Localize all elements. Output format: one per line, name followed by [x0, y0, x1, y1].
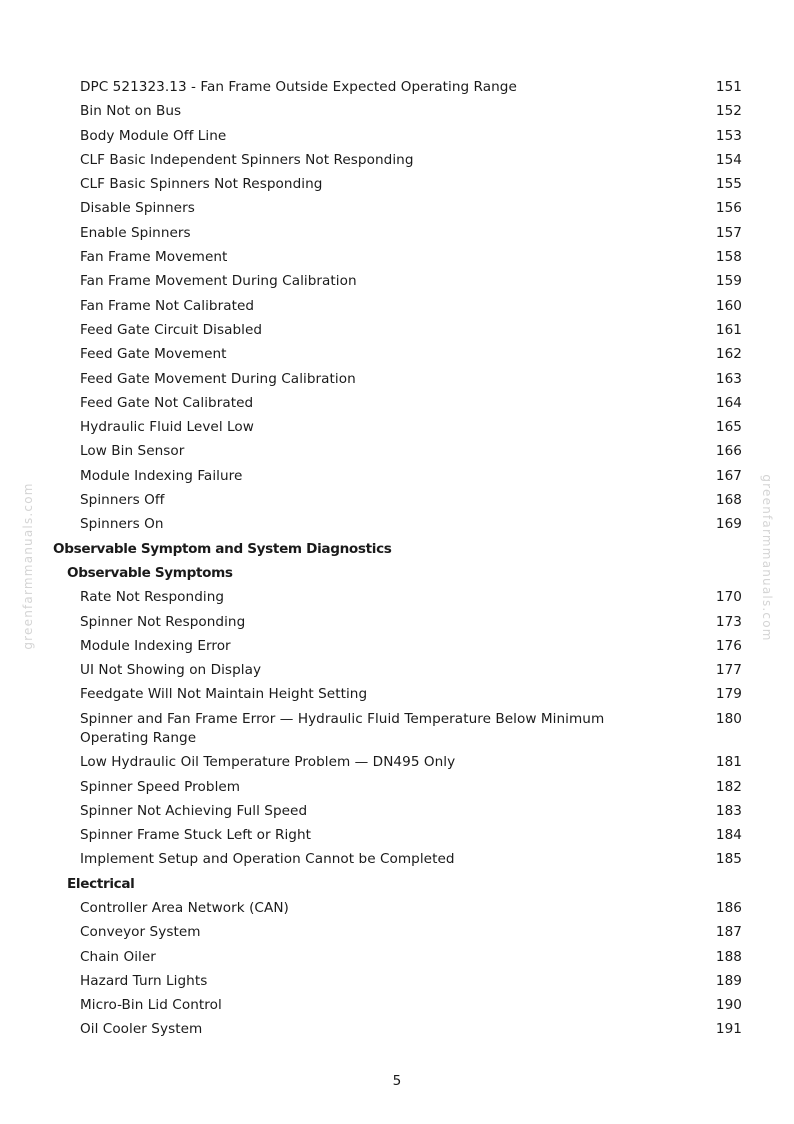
toc-entry-title: Spinner Speed Problem: [80, 778, 241, 795]
subsection-heading-label: Observable Symptoms: [67, 564, 233, 581]
toc-entry-title: Feed Gate Circuit Disabled: [80, 321, 263, 338]
toc-entry[interactable]: [0, 708, 794, 752]
toc-entry[interactable]: [0, 440, 794, 464]
toc-entry-title: Module Indexing Failure: [80, 467, 243, 484]
toc-entry[interactable]: [0, 848, 794, 872]
toc-entry-title: Chain Oiler: [80, 948, 156, 965]
toc-entry-page: 159: [715, 273, 742, 290]
toc-entry[interactable]: [0, 586, 794, 610]
toc-entry[interactable]: [0, 343, 794, 367]
toc-entry-page: 160: [715, 297, 742, 314]
toc-entry[interactable]: [0, 246, 794, 270]
toc-entry-title: Spinner and Fan Frame Error — Hydraulic Fluid Temperature Below Minimum Operating Range: [80, 710, 605, 746]
toc-entry-title: Feed Gate Movement: [80, 346, 227, 363]
toc-entry[interactable]: [0, 368, 794, 392]
toc-entry-page: 177: [715, 662, 742, 679]
toc-entry[interactable]: [0, 776, 794, 800]
toc-entry[interactable]: [0, 222, 794, 246]
toc-entry-page: 185: [715, 851, 742, 868]
toc-entry[interactable]: [0, 751, 794, 775]
toc-entry[interactable]: [0, 173, 794, 197]
toc-entry-title: UI Not Showing on Display: [80, 662, 262, 679]
section-heading-label: Observable Symptom and System Diagnostics: [53, 540, 392, 557]
toc-entry-page: 181: [715, 754, 742, 771]
toc-entry[interactable]: [0, 1018, 794, 1042]
toc-entry-page: 189: [715, 972, 742, 989]
toc-entry-title: Enable Spinners: [80, 224, 191, 241]
toc-entry-title: Spinner Not Responding: [80, 613, 246, 630]
toc-entry-page: 179: [715, 686, 742, 703]
subsection-heading-electrical[interactable]: [0, 873, 794, 897]
toc-entry-page: 167: [715, 467, 742, 484]
toc-entry-page: 191: [715, 1021, 742, 1038]
watermark-right: greenfarmmanuals.com: [760, 474, 774, 642]
table-of-contents: [0, 76, 794, 1043]
toc-entry-title: Fan Frame Not Calibrated: [80, 297, 255, 314]
toc-entry-page: 169: [715, 516, 742, 533]
toc-entry-page: 188: [715, 948, 742, 965]
toc-entry-title: Micro-Bin Lid Control: [80, 997, 222, 1014]
toc-entry[interactable]: [0, 392, 794, 416]
toc-entry[interactable]: [0, 197, 794, 221]
section-heading[interactable]: [0, 538, 794, 562]
toc-entry-title: Disable Spinners: [80, 200, 195, 217]
toc-entry[interactable]: [0, 76, 794, 100]
toc-entry-title: Spinners On: [80, 516, 164, 533]
toc-entry[interactable]: [0, 635, 794, 659]
toc-entry[interactable]: [0, 659, 794, 683]
toc-entry[interactable]: [0, 824, 794, 848]
toc-entry[interactable]: [0, 125, 794, 149]
toc-entry-title: Feedgate Will Not Maintain Height Setting: [80, 686, 368, 703]
toc-entry-page: 154: [715, 151, 742, 168]
toc-entry[interactable]: [0, 513, 794, 537]
toc-entry[interactable]: [0, 319, 794, 343]
toc-entry-title: Bin Not on Bus: [80, 103, 182, 120]
toc-entry[interactable]: [0, 416, 794, 440]
toc-entry-page: 183: [715, 802, 742, 819]
toc-entry-page: 153: [715, 127, 742, 144]
toc-entry[interactable]: [0, 897, 794, 921]
toc-entry-title: CLF Basic Spinners Not Responding: [80, 176, 323, 193]
toc-entry[interactable]: [0, 921, 794, 945]
toc-entry[interactable]: [0, 489, 794, 513]
toc-entry-title: Fan Frame Movement: [80, 249, 228, 266]
toc-entry-title: Feed Gate Movement During Calibration: [80, 370, 356, 387]
toc-entry[interactable]: [0, 946, 794, 970]
toc-entry-page: 166: [715, 443, 742, 460]
toc-entry[interactable]: [0, 295, 794, 319]
toc-entry-page: 180: [715, 710, 742, 727]
toc-entry[interactable]: [0, 800, 794, 824]
toc-entry[interactable]: [0, 465, 794, 489]
toc-entry-title: Low Hydraulic Oil Temperature Problem — DN495 Only: [80, 754, 456, 771]
toc-entry-title: DPC 521323.13 - Fan Frame Outside Expected Operating Range: [80, 79, 517, 95]
toc-entry-page: 152: [715, 103, 742, 120]
toc-entry-page: 158: [715, 249, 742, 266]
toc-entry[interactable]: [0, 994, 794, 1018]
toc-entry-page: 165: [715, 419, 742, 436]
toc-entry-page: 184: [715, 827, 742, 844]
toc-entry-title: Fan Frame Movement During Calibration: [80, 273, 357, 290]
toc-entry-page: 176: [715, 637, 742, 654]
toc-entry-title: Rate Not Responding: [80, 589, 225, 606]
toc-entry-title: Spinners Off: [80, 492, 165, 509]
toc-entry[interactable]: [0, 970, 794, 994]
toc-entry-page: 190: [715, 997, 742, 1014]
toc-entry-title: Spinner Not Achieving Full Speed: [80, 802, 308, 819]
toc-entry-title: Hazard Turn Lights: [80, 972, 208, 989]
toc-entry[interactable]: [0, 100, 794, 124]
toc-entry[interactable]: [0, 149, 794, 173]
toc-entry-page: 186: [715, 900, 742, 916]
toc-entry-title: Low Bin Sensor: [80, 443, 185, 460]
toc-entry-page: 170: [715, 589, 742, 606]
toc-entry-page: 163: [715, 370, 742, 387]
toc-group-symptoms: [0, 586, 794, 872]
watermark-left: greenfarmmanuals.com: [21, 482, 35, 650]
toc-entry-page: 157: [715, 224, 742, 241]
toc-entry-page: 156: [715, 200, 742, 217]
toc-entry-page: 168: [715, 492, 742, 509]
toc-entry-page: 155: [715, 176, 742, 193]
toc-entry-title: CLF Basic Independent Spinners Not Responding: [80, 151, 414, 168]
toc-entry-page: 161: [715, 321, 742, 338]
toc-entry-title: Spinner Frame Stuck Left or Right: [80, 827, 312, 844]
toc-entry-page: 182: [715, 778, 742, 795]
toc-entry-title: Oil Cooler System: [80, 1021, 203, 1038]
toc-entry-title: Module Indexing Error: [80, 637, 231, 654]
subsection-heading-symptoms[interactable]: [0, 562, 794, 586]
toc-entry[interactable]: [0, 683, 794, 707]
toc-entry[interactable]: [0, 270, 794, 294]
toc-entry[interactable]: [0, 611, 794, 635]
toc-entry-page: 173: [715, 613, 742, 630]
page-number: 5: [392, 1073, 402, 1089]
toc-group-top: [0, 76, 794, 538]
toc-entry-title: Controller Area Network (CAN): [80, 900, 289, 916]
toc-entry-page: 162: [715, 346, 742, 363]
toc-entry-page: 151: [715, 79, 742, 95]
toc-entry-page: 187: [715, 924, 742, 941]
toc-entry-title: Body Module Off Line: [80, 127, 227, 144]
subsection-heading-label: Electrical: [67, 875, 135, 892]
toc-entry-title: Conveyor System: [80, 924, 201, 941]
toc-entry-title: Implement Setup and Operation Cannot be Completed: [80, 851, 455, 868]
toc-group-electrical: [0, 897, 794, 1043]
toc-entry-title: Hydraulic Fluid Level Low: [80, 419, 254, 436]
toc-entry-page: 164: [715, 394, 742, 411]
toc-entry-title: Feed Gate Not Calibrated: [80, 394, 254, 411]
